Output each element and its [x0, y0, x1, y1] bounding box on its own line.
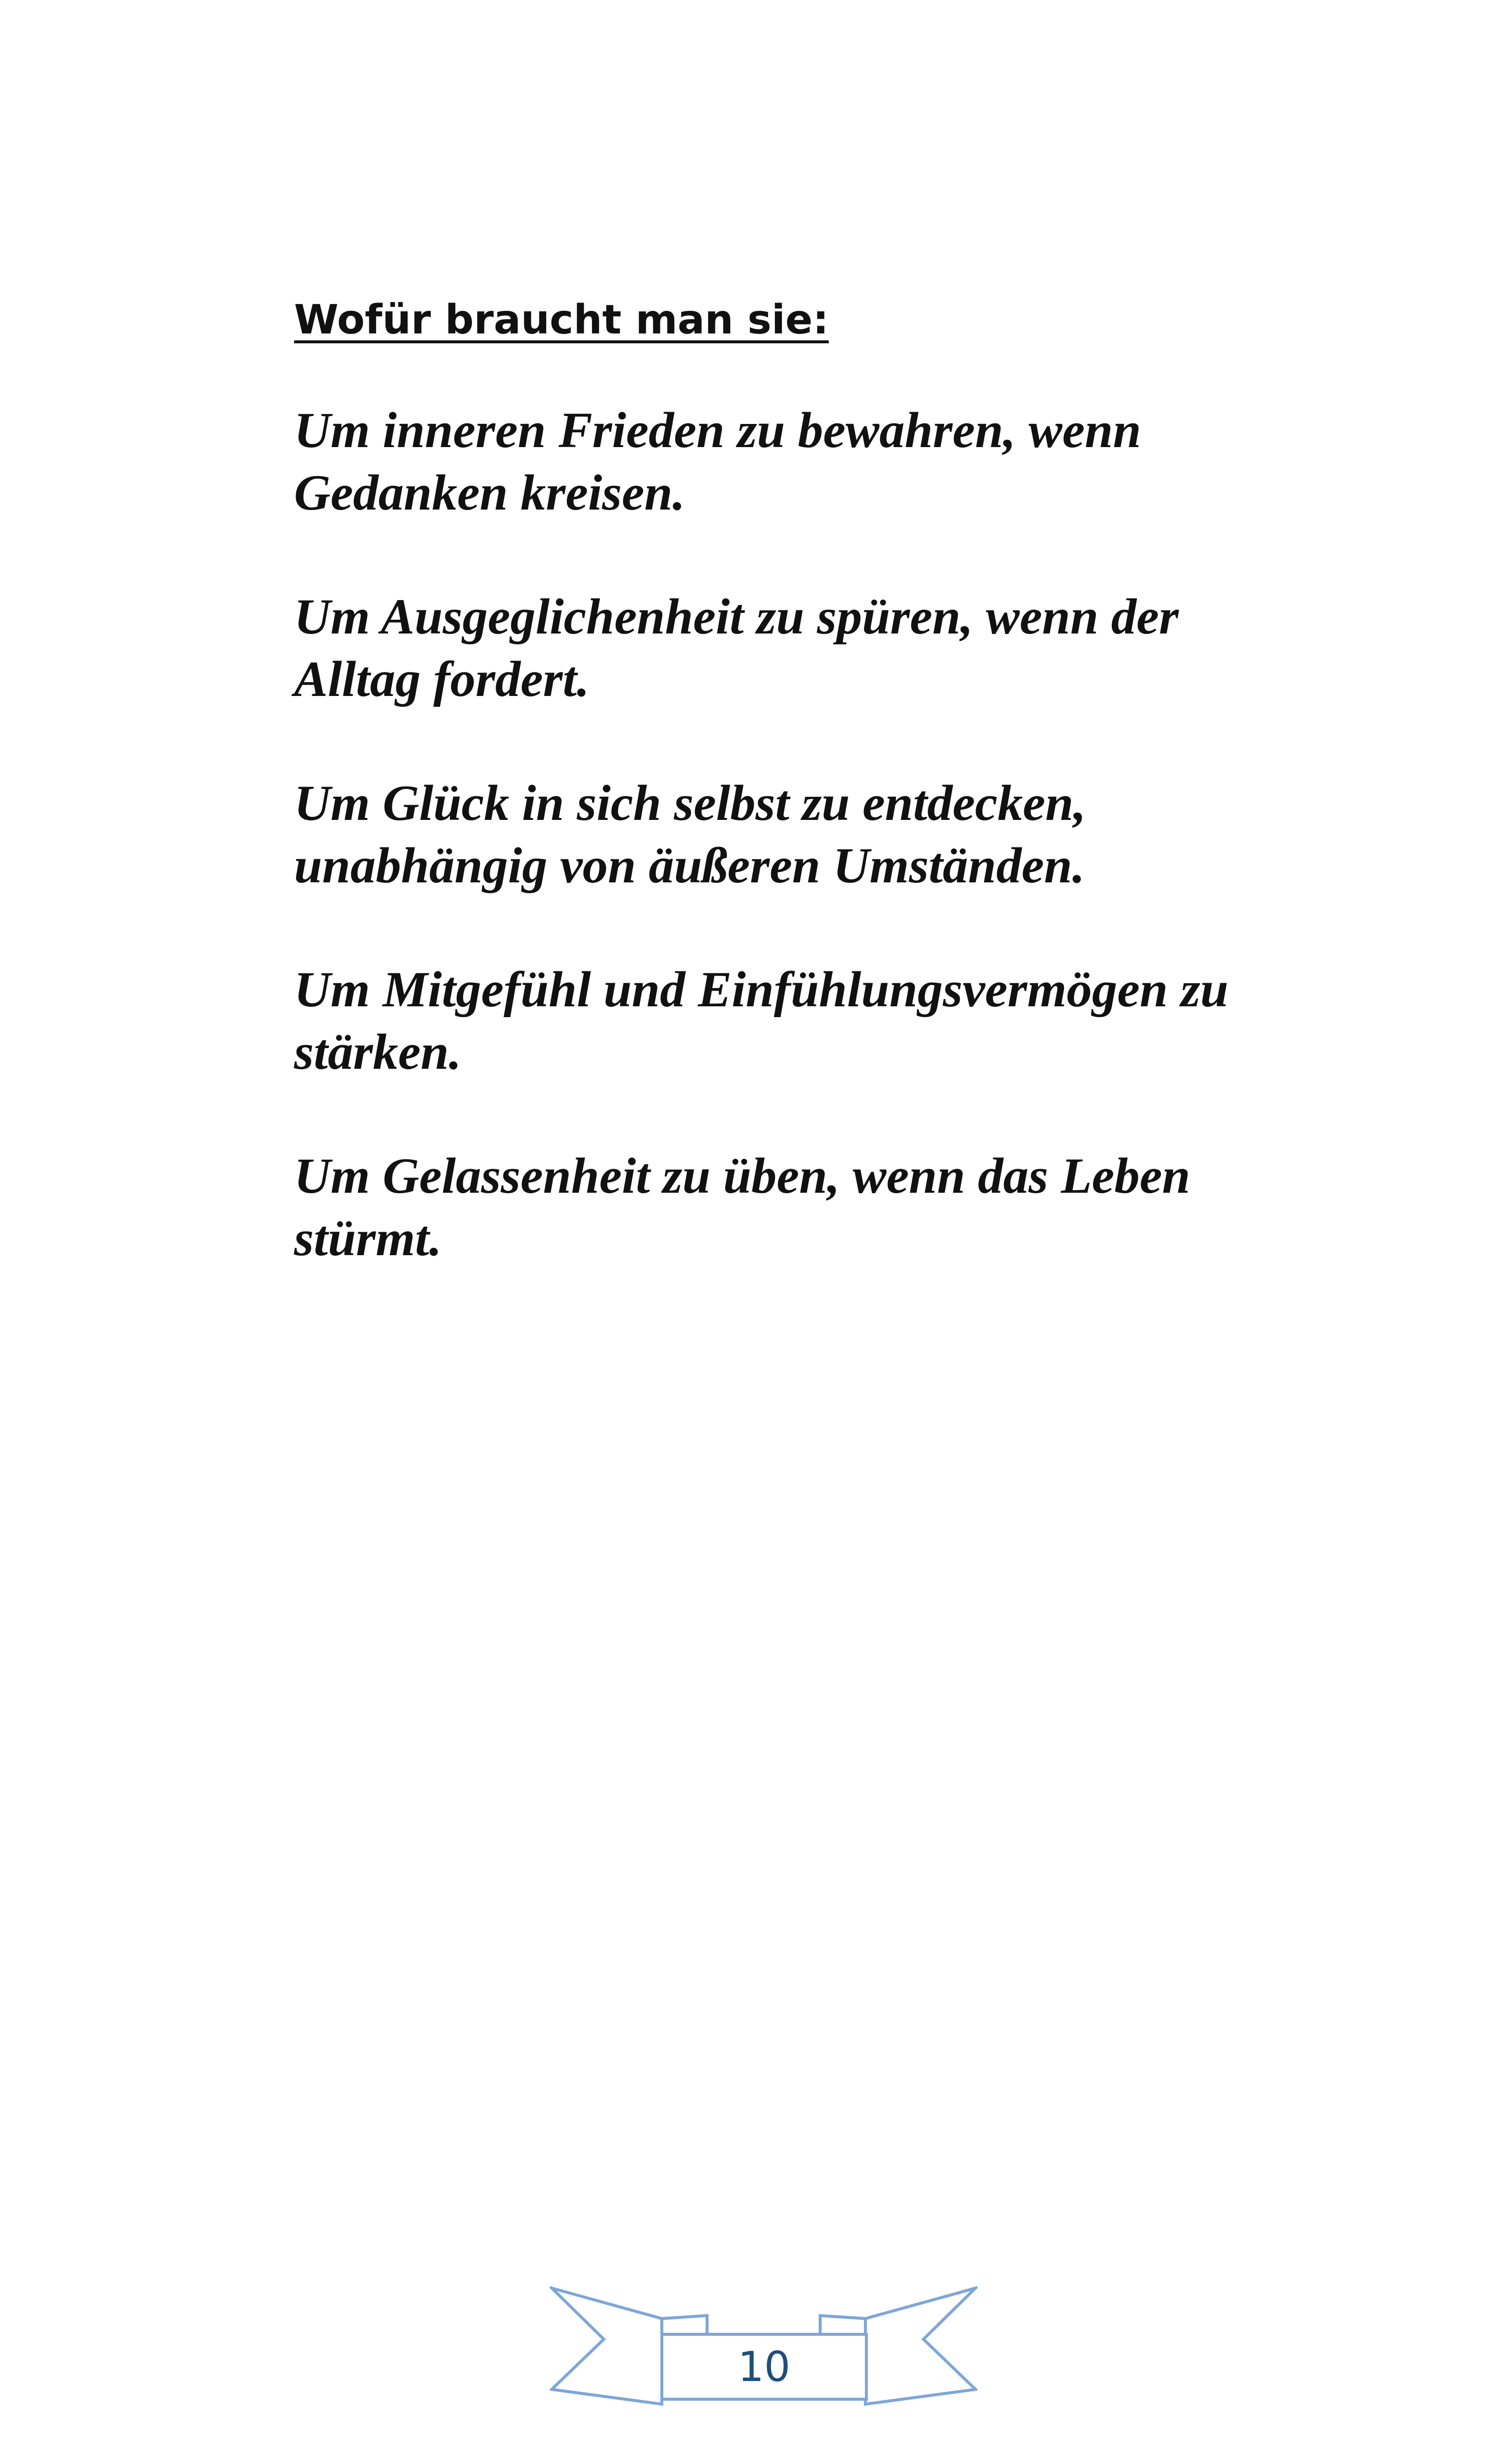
paragraph-balance: Um Ausgeglichenheit zu spüren, wenn der Alltag fordert.: [294, 589, 1179, 707]
paragraph-compassion: Um Mitgefühl und Einfühlungsvermögen zu stärken.: [294, 962, 1229, 1080]
page-number-banner: [550, 2286, 978, 2419]
section-heading: Wofür braucht man sie:: [294, 297, 829, 343]
paragraph-happiness: Um Glück in sich selbst zu entdecken, unabhängig von äußeren Umständen.: [294, 775, 1086, 894]
page-number: 10: [738, 2343, 791, 2391]
paragraph-serenity: Um Gelassenheit zu üben, wenn das Leben stürmt.: [294, 1148, 1190, 1267]
paragraph-inner-peace: Um inneren Frieden zu bewahren, wenn Gedanken kreisen.: [294, 402, 1141, 521]
